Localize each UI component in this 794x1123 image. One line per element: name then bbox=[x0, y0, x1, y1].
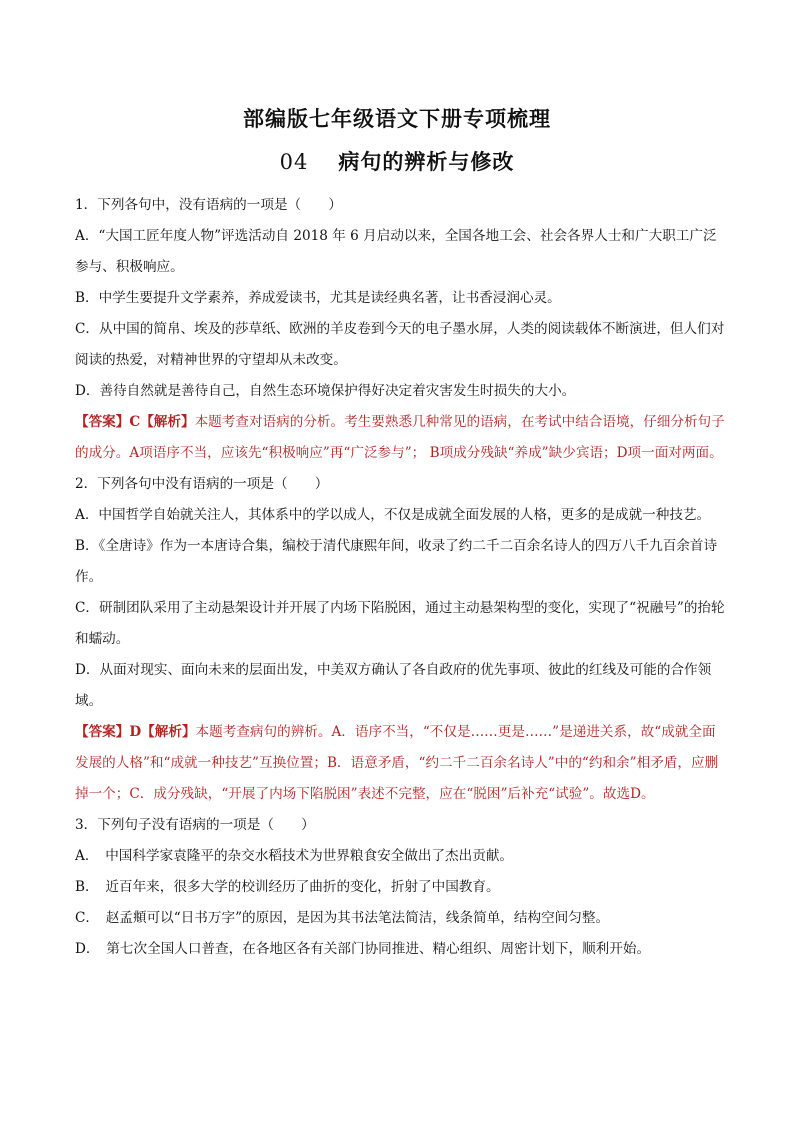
question-3-stem: 3．下列句子没有语病的一项是（ ） bbox=[75, 817, 315, 833]
question-1-option-c: C．从中国的简帛、埃及的莎草纸、欧洲的羊皮卷到今天的电子墨水屏，人类的阅读载体不断演进，但人们对阅读的热爱，对精神世界的守望却从未改变。 bbox=[75, 321, 725, 368]
document-subtitle bbox=[0, 146, 794, 176]
question-2-option-c: C．研制团队采用了主动悬架设计并开展了内场下陷脱困，通过主动悬架构型的变化，实现了“祝融号”的抬轮和蠕动。 bbox=[75, 600, 725, 647]
question-2-answer bbox=[75, 717, 725, 810]
question-1-answer bbox=[75, 407, 725, 469]
question-3-option-b: B． 近百年来，很多大学的校训经历了曲折的变化，折射了中国教育。 bbox=[75, 879, 500, 895]
question-2-option-b: B．《全唐诗》作为一本唐诗合集，编校于清代康熙年间，收录了约二千二百余名诗人的四万八千九百余首诗作。 bbox=[75, 538, 718, 585]
question-1-stem: 1．下列各句中，没有语病的一项是（ ） bbox=[75, 197, 342, 213]
answer-tag: 【答案】C【解析】 bbox=[75, 414, 195, 430]
question-1-option-b: B．中学生要提升文学素养，养成爱读书，尤其是读经典名著，让书香浸润心灵。 bbox=[75, 290, 561, 306]
question-3-option-c: C． 赵孟頫可以“日书万字”的原因，是因为其书法笔法简洁，线条简单，结构空间匀整。 bbox=[75, 910, 610, 926]
question-2-stem: 2．下列各句中没有语病的一项是（ ） bbox=[75, 476, 329, 492]
question-2-option-d: D．从面对现实、面向未来的层面出发，中美双方确认了各自政府的优先事项、彼此的红线及可能的合作领域。 bbox=[75, 662, 712, 709]
document-title: 部编版七年级语文下册专项梳理 bbox=[243, 106, 551, 131]
document-body bbox=[75, 190, 725, 965]
question-1-option-a: A．“大国工匠年度人物”评选活动自 2018 年 6 月启动以来，全国各地工会、社会各界人士和广大职工广泛参与、积极响应。 bbox=[75, 228, 717, 275]
subtitle-number: 04 bbox=[279, 150, 309, 174]
question-2-option-a: A．中国哲学自始就关注人，其体系中的学以成人，不仅是成就全面发展的人格，更多的是成就一种技艺。 bbox=[75, 507, 711, 523]
question-3-option-d: D． 第七次全国人口普查，在各地区各有关部门协同推进、精心组织、周密计划下，顺利开始。 bbox=[75, 941, 651, 957]
answer-explanation: 本题考查对语病的分析。考生要熟悉几种常见的语病，在考试中结合语境，仔细分析句子的成分。A项语序不当，应该先“积极响应”再“广泛参与”； B项成分残缺“养成”缺少宾语；D项一面对两面。 bbox=[75, 414, 725, 461]
answer-explanation: 本题考查病句的辨析。A．语序不当，“不仅是……更是……”是递进关系，故“成就全面发展的人格”和“成就一种技艺”互换位置；B．语意矛盾，“约二千二百余名诗人”中的“约和余”相矛盾，应删掉一个；C．成分残缺，“开展了内场下陷脱困”表述不完整，应在“脱困”后补充“试验”。故选D。 bbox=[75, 724, 719, 802]
answer-tag: 【答案】D【解析】 bbox=[75, 724, 196, 740]
question-1-option-d: D．善待自然就是善待自己，自然生态环境保护得好决定着灾害发生时损失的大小。 bbox=[75, 383, 576, 399]
question-3-option-a: A． 中国科学家袁隆平的杂交水稻技术为世界粮食安全做出了杰出贡献。 bbox=[75, 848, 514, 864]
subtitle-text: 病句的辨析与修改 bbox=[338, 149, 515, 174]
